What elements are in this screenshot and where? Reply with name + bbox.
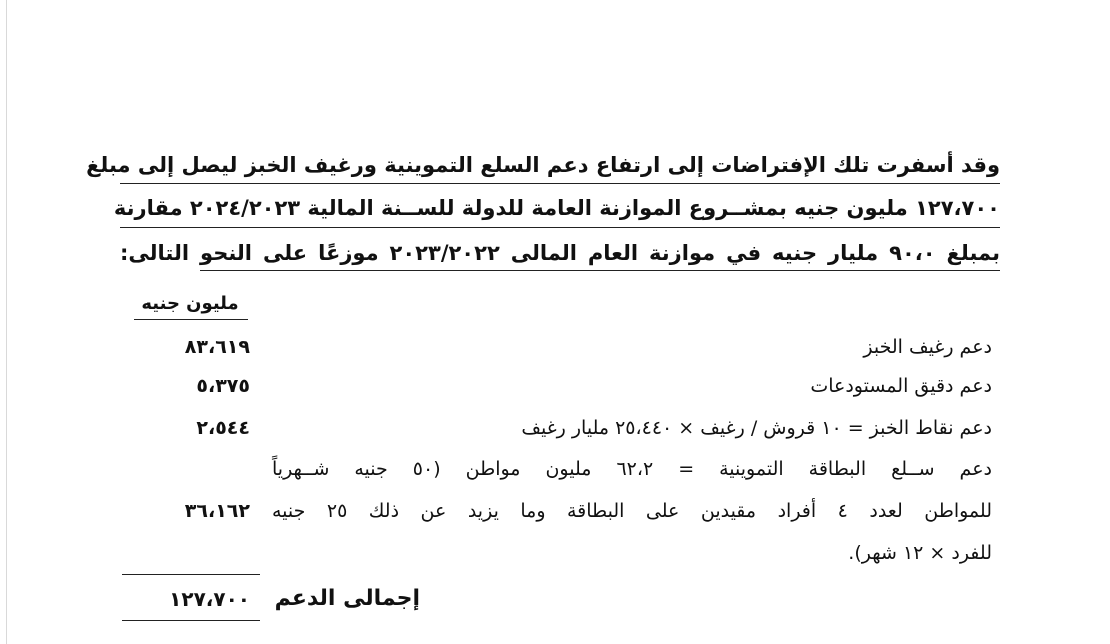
item-label-ration-card-line-3: للفرد × ١٢ شهر). <box>848 542 992 564</box>
item-value-ration-card-subsidy: ٣٦،١٦٢ <box>184 500 250 522</box>
item-value-bread-subsidy: ٨٣،٦١٩ <box>184 336 250 358</box>
total-rule-bottom <box>122 620 260 621</box>
total-label: إجمالى الدعم <box>274 586 420 611</box>
unit-underline <box>134 319 248 320</box>
item-value-flour-subsidy: ٥،٣٧٥ <box>196 375 250 397</box>
intro-line-1: وقد أسفرت تلك الإفتراضات إلى ارتفاع دعم السلع التموينية ورغيف الخبز ليصل إلى مبلغ <box>86 153 1000 177</box>
unit-label: مليون جنيه <box>141 293 239 314</box>
item-label-bread-subsidy: دعم رغيف الخبز <box>863 336 992 358</box>
total-rule-top <box>122 574 260 575</box>
item-label-bread-points-subsidy: دعم نقاط الخبز = ١٠ قروش / رغيف × ٢٥،٤٤٠ مليار رغيف <box>521 417 992 439</box>
intro-line-3: بمبلغ ٩٠،٠ مليار جنيه في موازنة العام المالى ٢٠٢٣/٢٠٢٢ موزعًا على النحو التالى: <box>120 241 1000 265</box>
item-value-bread-points-subsidy: ٢،٥٤٤ <box>196 417 250 439</box>
item-label-ration-card-line-1: دعم ســلع البطاقة التموينية = ٦٢،٢ مليون مواطن (٥٠ جنيه شــهرياً <box>272 458 993 480</box>
item-label-ration-card-line-2: للمواطن لعدد ٤ أفراد مقيدين على البطاقة وما يزيد عن ذلك ٢٥ جنيه <box>272 500 992 522</box>
intro-line-2: ١٢٧،٧٠٠ مليون جنيه بمشــروع الموازنة العامة للدولة للســنة المالية ٢٠٢٤/٢٠٢٣ مقارنة <box>113 196 1000 220</box>
intro-underline-3 <box>200 270 1000 271</box>
item-label-flour-subsidy: دعم دقيق المستودعات <box>810 375 992 397</box>
intro-underline-2 <box>120 227 1000 228</box>
intro-underline-1 <box>120 183 1000 184</box>
total-value: ١٢٧،٧٠٠ <box>169 587 250 611</box>
